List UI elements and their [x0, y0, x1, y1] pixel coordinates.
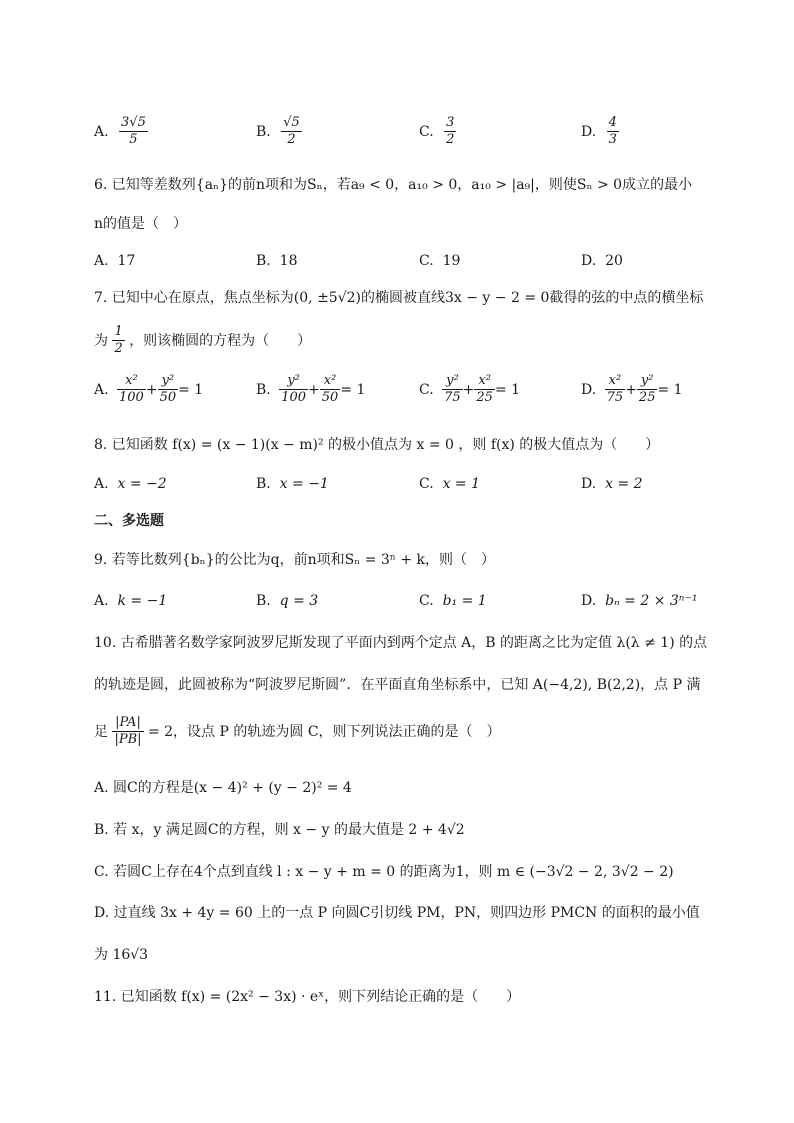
numerator: y² [442, 374, 463, 390]
q7-option-b: B. $\frac{\text{y²}}{100}$ + $\frac{\text{x²}}{50}$ = 1 [256, 373, 366, 405]
fraction [320, 374, 341, 406]
fraction [281, 116, 302, 148]
denominator: 2 [446, 131, 455, 147]
option-text: 18 [279, 253, 298, 269]
option-label: A. [94, 253, 109, 269]
numerator: 1 [114, 324, 123, 339]
denominator: |PB| [114, 731, 142, 747]
option-text: b₁ = 1 [442, 593, 487, 609]
q10-stem-line3 [94, 716, 501, 748]
q6-option-c [419, 254, 460, 268]
q6-stem-line2: n的值是（ ） [94, 216, 188, 232]
denominator: 25 [476, 389, 493, 405]
numerator: 3 [446, 115, 455, 130]
option-label: C. [419, 381, 434, 398]
fraction [607, 116, 619, 148]
q7-stem-line2 [94, 325, 311, 357]
option-text: x = 1 [442, 476, 481, 492]
equation-rhs: = 1 [657, 381, 683, 398]
option-label: B. [256, 381, 271, 398]
option-label: A. [94, 381, 109, 398]
denominator: 75 [606, 389, 624, 405]
q10-stem-line1: 10. 古希腊著名数学家阿波罗尼斯发现了平面内到两个定点 A，B 的距离之比为定值 λ(λ ≠ 1) 的点 [94, 635, 708, 651]
option-text: q = 3 [279, 593, 319, 609]
denominator: 100 [281, 389, 307, 405]
section-heading: 二、多选题 [94, 513, 164, 529]
numerator: y² [637, 374, 658, 390]
text: 足 [94, 723, 108, 740]
denominator: 2 [114, 340, 123, 356]
fraction [112, 716, 143, 748]
option-label: C. [419, 253, 434, 269]
fraction [119, 116, 148, 148]
equation-rhs: = 1 [494, 381, 521, 398]
q6-stem-line1: 6. 已知等差数列{aₙ}的前n项和为Sₙ，若a₉ < 0，a₁₀ > 0，a₁₀ > |a₉|，则使Sₙ > 0成立的最小 [94, 177, 693, 193]
q10-option-b: B. 若 x，y 满足圆C的方程，则 x − y 的最大值是 2 + 4√2 [94, 822, 465, 838]
text: = 2，设点 P 的轨迹为圆 C，则下列说法正确的是（ ） [147, 723, 501, 740]
option-text: x = −1 [279, 476, 329, 492]
q5-option-b [256, 116, 302, 148]
q11-stem-line1: 11. 已知函数 f(x) = (2x² − 3x) · eˣ，则下列结论正确的是（ ） [94, 989, 521, 1005]
numerator: x² [117, 374, 146, 390]
option-text: k = −1 [117, 593, 168, 609]
q10-option-a: A. 圆C的方程是(x − 4)² + (y − 2)² = 4 [94, 780, 352, 796]
fraction [474, 374, 495, 406]
fraction [279, 374, 308, 406]
text: 为 [94, 332, 108, 349]
option-label: C. [419, 593, 434, 609]
q5-option-d [581, 116, 619, 148]
q10-option-d-line1: D. 过直线 3x + 4y = 60 上的一点 P 向圆C引切线 PM，PN，则四边形 PMCN 的面积的最小值 [94, 905, 700, 921]
fraction [637, 374, 658, 406]
option-text: 17 [117, 253, 136, 269]
numerator: |PA| [112, 716, 143, 732]
option-label: A. [94, 476, 109, 492]
numerator: x² [605, 374, 626, 390]
q8-stem-line1: 8. 已知函数 f(x) = (x − 1)(x − m)² 的极小值点为 x = 0 ，则 f(x) 的极大值点为（ ） [94, 437, 660, 453]
q7-option-a: A. $\frac{\text{x²}}{100}$ + $\frac{\text{y²}}{50}$ = 1 [94, 373, 204, 405]
q7-option-c: C. $\frac{\text{y²}}{75}$ + $\frac{\text{x²}}{25}$ = 1 [419, 373, 521, 405]
q9-option-b [256, 594, 318, 608]
option-label: B. [256, 253, 271, 269]
option-label: A. [94, 123, 109, 140]
q5-option-a [94, 116, 148, 148]
option-label: D. [581, 123, 597, 140]
q7-stem-line1: 7. 已知中心在原点，焦点坐标为(0, ±5√2)的椭圆被直线3x − y − 2 = 0截得的弦的中点的横坐标 [94, 290, 704, 306]
fraction [442, 374, 463, 406]
option-label: D. [581, 593, 597, 609]
text: ，则该椭圆的方程为（ ） [129, 332, 312, 349]
option-label: D. [581, 253, 597, 269]
numerator: 4 [608, 115, 617, 130]
q6-option-d [581, 254, 623, 268]
option-label: D. [581, 476, 597, 492]
numerator: x² [474, 374, 495, 390]
q8-option-b [256, 477, 329, 491]
denominator: 50 [159, 389, 177, 405]
q8-option-c [419, 477, 480, 491]
option-label: C. [419, 123, 434, 140]
fraction [444, 116, 456, 148]
q9-option-a [94, 594, 167, 608]
denominator: 50 [321, 389, 339, 405]
option-text: x = −2 [117, 476, 167, 492]
option-text: bₙ = 2 × 3ⁿ⁻¹ [605, 593, 698, 609]
option-label: B. [256, 123, 271, 140]
q10-stem-line2: 的轨迹是圆，此圆被称为“阿波罗尼斯圆”．在平面直角坐标系中，已知 A(−4,2), B(2,2)，点 P 满 [94, 677, 701, 693]
q7-option-d: D. $\frac{\text{x²}}{75}$ + $\frac{\text{y²}}{25}$ = 1 [581, 373, 683, 405]
numerator: √5 [283, 115, 300, 130]
option-text: 19 [442, 253, 461, 269]
option-label: B. [256, 476, 271, 492]
q10-option-d-line2: 为 16√3 [94, 947, 149, 963]
denominator: 100 [119, 389, 144, 405]
fraction [117, 374, 146, 406]
numerator: y² [279, 374, 308, 390]
q9-option-d [581, 594, 697, 608]
q8-option-d [581, 477, 643, 491]
equation-rhs: = 1 [340, 381, 366, 398]
fraction [605, 374, 626, 406]
denominator: 75 [444, 389, 461, 405]
option-text: 20 [605, 253, 623, 269]
q6-option-a [94, 254, 135, 268]
option-label: A. [94, 593, 109, 609]
q9-option-c [419, 594, 487, 608]
q9-stem-line1: 9. 若等比数列{bₙ}的公比为q，前n项和Sₙ = 3ⁿ + k，则（ ） [94, 552, 495, 568]
q6-option-b [256, 254, 297, 268]
denominator: 3 [608, 131, 617, 147]
option-label: D. [581, 381, 597, 398]
numerator: x² [320, 374, 341, 390]
option-label: C. [419, 476, 434, 492]
q10-option-c: C. 若圆C上存在4个点到直线 l : x − y + m = 0 的距离为1，则 m ∈ (−3√2 − 2, 3√2 − 2) [94, 864, 674, 880]
equation-rhs: = 1 [178, 381, 204, 398]
q8-option-a [94, 477, 167, 491]
option-label: B. [256, 593, 271, 609]
numerator: y² [158, 374, 179, 390]
option-text: x = 2 [605, 476, 643, 492]
fraction [158, 374, 179, 406]
numerator: 3√5 [121, 115, 146, 130]
q5-option-c [419, 116, 456, 148]
fraction [112, 325, 124, 357]
denominator: 5 [129, 131, 138, 147]
denominator: 25 [638, 389, 656, 405]
denominator: 2 [287, 131, 296, 147]
